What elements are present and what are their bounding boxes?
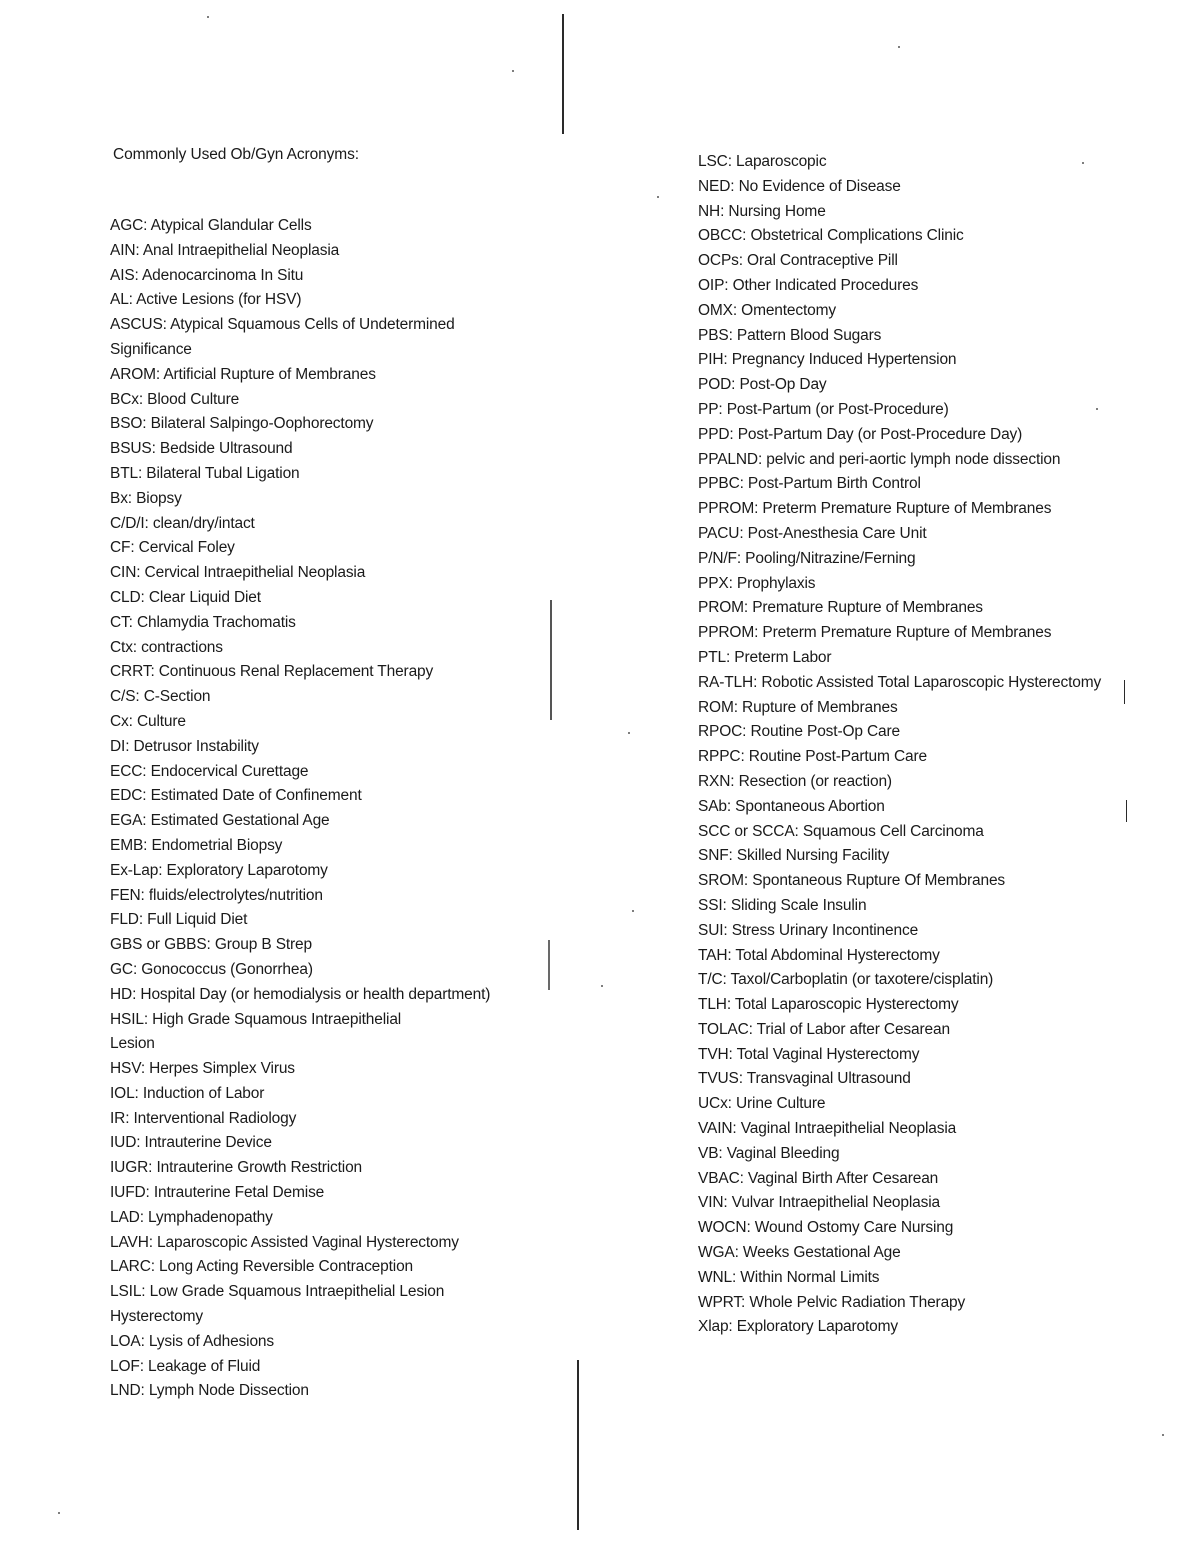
scan-margin-mark-right-2 <box>1126 800 1127 822</box>
right-column-acronym-entry: UCx: Urine Culture <box>698 1095 826 1113</box>
right-column-acronym-entry: VIN: Vulvar Intraepithelial Neoplasia <box>698 1194 941 1212</box>
scan-speck <box>601 985 603 987</box>
right-column-acronym-entry: VBAC: Vaginal Birth After Cesarean <box>698 1169 939 1187</box>
left-column-acronym-entry: HSV: Herpes Simplex Virus <box>110 1060 295 1078</box>
right-column-acronym-entry: TAH: Total Abdominal Hysterectomy <box>698 946 940 964</box>
scan-speck <box>1096 408 1098 410</box>
right-column-acronym-entry: SCC or SCCA: Squamous Cell Carcinoma <box>698 822 984 840</box>
scan-speck <box>58 1512 60 1514</box>
left-column-acronym-entry: HD: Hospital Day (or hemodialysis or health department) <box>110 985 491 1003</box>
right-column-acronym-entry: WNL: Within Normal Limits <box>698 1268 880 1286</box>
scan-fold-line-top <box>562 14 564 134</box>
left-column-acronym-entry: FEN: fluids/electrolytes/nutrition <box>110 886 323 904</box>
right-column-acronym-entry: SUI: Stress Urinary Incontinence <box>698 921 919 939</box>
scan-speck <box>512 70 514 72</box>
right-column-acronym-entry: SNF: Skilled Nursing Facility <box>698 847 890 865</box>
left-column-acronym-entry: BSUS: Bedside Ultrasound <box>110 440 293 458</box>
right-column-acronym-entry: PTL: Preterm Labor <box>698 648 832 666</box>
right-column-acronym-entry: TVUS: Transvaginal Ultrasound <box>698 1070 911 1088</box>
right-column-acronym-entry: PPBC: Post-Partum Birth Control <box>698 475 921 493</box>
scan-fold-line-mid <box>550 600 552 720</box>
left-column-acronym-entry: LOF: Leakage of Fluid <box>110 1357 261 1375</box>
left-column-acronym-entry: GC: Gonococcus (Gonorrhea) <box>110 960 313 978</box>
scan-speck <box>657 196 659 198</box>
left-column-acronym-entry: IR: Interventional Radiology <box>110 1109 297 1127</box>
right-column-acronym-entry: TVH: Total Vaginal Hysterectomy <box>698 1045 920 1063</box>
left-column-acronym-entry: DI: Detrusor Instability <box>110 737 259 755</box>
right-column-acronym-entry: PPALND: pelvic and peri-aortic lymph node dissection <box>698 450 1061 468</box>
left-column-acronym-entry: HSIL: High Grade Squamous Intraepithelial <box>110 1010 402 1028</box>
left-column-acronym-entry: BTL: Bilateral Tubal Ligation <box>110 464 300 482</box>
right-column-acronym-entry: T/C: Taxol/Carboplatin (or taxotere/cisplatin) <box>698 971 994 989</box>
right-column-acronym-entry: SROM: Spontaneous Rupture Of Membranes <box>698 872 1006 890</box>
left-column-acronym-entry: EDC: Estimated Date of Confinement <box>110 787 362 805</box>
right-column-acronym-entry: PPROM: Preterm Premature Rupture of Membranes <box>698 500 1052 518</box>
right-column-acronym-entry: PROM: Premature Rupture of Membranes <box>698 599 983 617</box>
scan-margin-mark-right <box>1124 680 1125 704</box>
left-column-acronym-entry: C/D/I: clean/dry/intact <box>110 514 255 532</box>
right-column-acronym-entry: OIP: Other Indicated Procedures <box>698 276 919 294</box>
right-column-acronym-entry: OCPs: Oral Contraceptive Pill <box>698 252 898 270</box>
scan-speck <box>628 732 630 734</box>
left-column-acronym-entry: BSO: Bilateral Salpingo-Oophorectomy <box>110 415 374 433</box>
left-column-acronym-entry: CLD: Clear Liquid Diet <box>110 588 261 606</box>
left-column-acronym-entry: LND: Lymph Node Dissection <box>110 1382 309 1400</box>
left-column-acronym-entry: LARC: Long Acting Reversible Contraception <box>110 1258 414 1276</box>
left-column-acronym-entry: AROM: Artificial Rupture of Membranes <box>110 365 376 383</box>
scan-fold-line-lower <box>548 940 550 990</box>
left-column-acronym-entry: LSIL: Low Grade Squamous Intraepithelial Lesion <box>110 1283 445 1301</box>
right-column-acronym-entry: RA-TLH: Robotic Assisted Total Laparoscopic Hysterectomy <box>698 673 1102 691</box>
left-column-acronym-entry: Ex-Lap: Exploratory Laparotomy <box>110 861 328 879</box>
right-column-acronym-entry: WGA: Weeks Gestational Age <box>698 1244 901 1262</box>
left-column-acronym-entry: FLD: Full Liquid Diet <box>110 911 248 929</box>
left-column-acronym-entry: EMB: Endometrial Biopsy <box>110 836 283 854</box>
right-column-acronym-entry: VAIN: Vaginal Intraepithelial Neoplasia <box>698 1120 957 1138</box>
left-column-acronym-entry: Cx: Culture <box>110 712 186 730</box>
scan-speck <box>632 910 634 912</box>
left-column-acronym-entry: IUFD: Intrauterine Fetal Demise <box>110 1184 325 1202</box>
scan-fold-line-bottom <box>577 1360 579 1530</box>
right-column-acronym-entry: PBS: Pattern Blood Sugars <box>698 326 882 344</box>
scan-speck <box>207 16 209 18</box>
left-column-acronym-entry: LOA: Lysis of Adhesions <box>110 1332 274 1350</box>
right-column-acronym-entry: LSC: Laparoscopic <box>698 153 827 170</box>
right-column-acronym-entry: PPROM: Preterm Premature Rupture of Membranes <box>698 624 1052 642</box>
right-column-acronym-entry: RXN: Resection (or reaction) <box>698 772 892 790</box>
left-column-acronym-entry: Significance <box>110 340 192 358</box>
left-column-acronym-entry: CF: Cervical Foley <box>110 539 235 557</box>
right-column-acronym-entry: NED: No Evidence of Disease <box>698 177 901 195</box>
left-column-acronym-entry: Bx: Biopsy <box>110 489 182 507</box>
left-column-acronym-entry: BCx: Blood Culture <box>110 390 240 408</box>
left-column-acronym-entry: LAD: Lymphadenopathy <box>110 1208 273 1226</box>
left-column-acronym-entry: ECC: Endocervical Curettage <box>110 762 309 780</box>
left-column-acronym-entry: IOL: Induction of Labor <box>110 1084 265 1102</box>
left-column-acronym-entry: CRRT: Continuous Renal Replacement Therapy <box>110 663 434 681</box>
left-column-acronym-entry: AL: Active Lesions (for HSV) <box>110 291 302 309</box>
right-column-acronym-entry: PPX: Prophylaxis <box>698 574 816 592</box>
left-column-acronym-entry: Ctx: contractions <box>110 638 223 656</box>
right-column-acronym-entry: NH: Nursing Home <box>698 202 826 220</box>
left-column-acronym-entry: CIN: Cervical Intraepithelial Neoplasia <box>110 564 366 582</box>
right-column-acronym-entry: PP: Post-Partum (or Post-Procedure) <box>698 400 949 418</box>
left-column-acronym-entry: IUGR: Intrauterine Growth Restriction <box>110 1159 363 1177</box>
right-column-acronym-entry: TLH: Total Laparoscopic Hysterectomy <box>698 996 959 1014</box>
right-column-acronym-entry: TOLAC: Trial of Labor after Cesarean <box>698 1020 950 1038</box>
left-column-acronym-entry: LAVH: Laparoscopic Assisted Vaginal Hysterectomy <box>110 1233 459 1251</box>
left-column-acronym-entry: Lesion <box>110 1035 155 1053</box>
right-column-acronym-entry: WOCN: Wound Ostomy Care Nursing <box>698 1219 954 1237</box>
left-column-acronym-entry: Hysterectomy <box>110 1308 203 1326</box>
right-column-acronym-entry: P/N/F: Pooling/Nitrazine/Ferning <box>698 549 916 567</box>
left-column-acronym-entry: IUD: Intrauterine Device <box>110 1134 272 1152</box>
right-column-acronym-entry: VB: Vaginal Bleeding <box>698 1144 840 1162</box>
left-column-acronym-entry: GBS or GBBS: Group B Strep <box>110 936 312 954</box>
left-column-acronym-entry: AIN: Anal Intraepithelial Neoplasia <box>110 241 340 259</box>
left-column-acronym-entry: EGA: Estimated Gestational Age <box>110 812 330 830</box>
right-column-acronym-entry: Xlap: Exploratory Laparotomy <box>698 1318 898 1336</box>
right-column-acronym-entry: RPOC: Routine Post-Op Care <box>698 723 900 741</box>
right-column-acronym-entry: SAb: Spontaneous Abortion <box>698 797 885 815</box>
right-column-acronym-entry: WPRT: Whole Pelvic Radiation Therapy <box>698 1293 966 1311</box>
acronym-list-left-column <box>110 214 490 1404</box>
left-column-acronym-entry: AGC: Atypical Glandular Cells <box>110 217 312 234</box>
left-column-acronym-entry: AIS: Adenocarcinoma In Situ <box>110 266 304 284</box>
left-column-acronym-entry: CT: Chlamydia Trachomatis <box>110 613 296 631</box>
left-column-acronym-entry: C/S: C-Section <box>110 688 211 706</box>
right-column-acronym-entry: ROM: Rupture of Membranes <box>698 698 898 716</box>
document-title: Commonly Used Ob/Gyn Acronyms: <box>113 146 359 163</box>
scan-speck <box>898 46 900 48</box>
right-column-acronym-entry: PACU: Post-Anesthesia Care Unit <box>698 524 927 542</box>
scan-speck <box>1082 162 1084 164</box>
right-column-acronym-entry: OBCC: Obstetrical Complications Clinic <box>698 227 964 245</box>
right-column-acronym-entry: OMX: Omentectomy <box>698 301 836 319</box>
scan-speck <box>1162 1434 1164 1436</box>
right-column-acronym-entry: RPPC: Routine Post-Partum Care <box>698 748 927 766</box>
right-column-acronym-entry: POD: Post-Op Day <box>698 376 827 394</box>
acronym-list-right-column <box>698 150 1101 1340</box>
right-column-acronym-entry: PIH: Pregnancy Induced Hypertension <box>698 351 957 369</box>
left-column-acronym-entry: ASCUS: Atypical Squamous Cells of Undetermined <box>110 316 455 334</box>
right-column-acronym-entry: PPD: Post-Partum Day (or Post-Procedure Day) <box>698 425 1023 443</box>
right-column-acronym-entry: SSI: Sliding Scale Insulin <box>698 896 867 914</box>
